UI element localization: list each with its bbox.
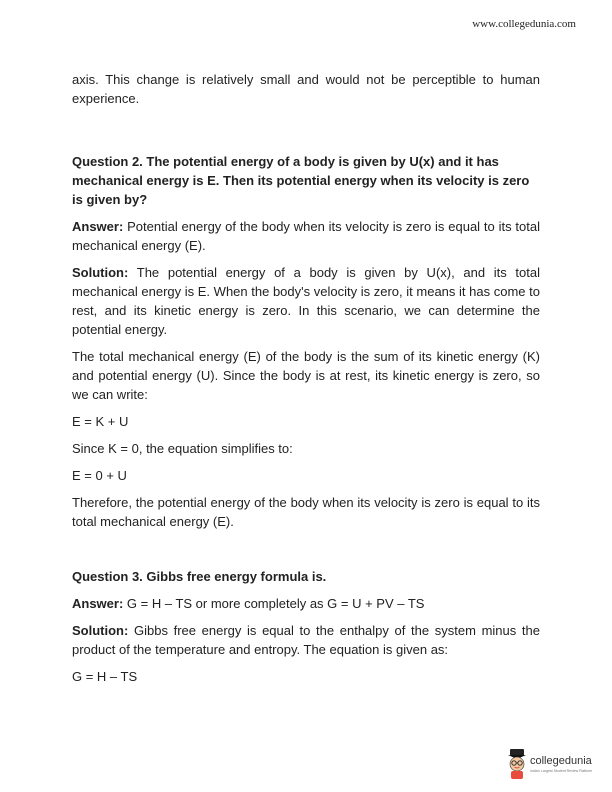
- question-2-answer: [72, 217, 540, 255]
- intro-continuation: axis. This change is relatively small and would not be perceptible to human experience.: [72, 72, 540, 106]
- answer-label: Answer:: [72, 596, 124, 611]
- solution-text: The potential energy of a body is given by U(x), and its total mechanical energy is E. When the body's velocity is zero, it means it has come to rest, and its kinetic energy is zero. In this scenario, we can determine the potential energy.: [72, 265, 540, 337]
- question-2-paragraph-2: The total mechanical energy (E) of the body is the sum of its kinetic energy (K) and potential energy (U). Since the body is at rest, its kinetic energy is zero, so we can write:: [72, 349, 540, 402]
- solution-label: Solution:: [72, 265, 129, 280]
- collegedunia-logo: [506, 748, 596, 782]
- equation-energy-simplified: E = 0 + U: [72, 468, 127, 483]
- answer-text: G = H – TS or more completely as G = U + PV – TS: [123, 596, 425, 611]
- solution-label: Solution:: [72, 623, 129, 638]
- student-mascot-icon: [506, 748, 528, 780]
- answer-text: Potential energy of the body when its velocity is zero is equal to its total mechanical energy (E).: [72, 219, 540, 253]
- site-url: www.collegedunia.com: [472, 18, 576, 30]
- equation-energy-sum: E = K + U: [72, 414, 129, 429]
- question-2-solution: [72, 263, 540, 339]
- solution-text: Gibbs free energy is equal to the enthalpy of the system minus the product of the temperature and entropy. The equation is given as:: [72, 623, 540, 657]
- question-3-answer: [72, 594, 540, 613]
- question-3-solution: [72, 621, 540, 659]
- equation-gibbs: G = H – TS: [72, 669, 138, 684]
- question-3-heading: Question 3. Gibbs free energy formula is.: [72, 569, 327, 584]
- logo-tagline: India's Largest Student Review Platform: [530, 769, 593, 773]
- question-2-paragraph-3: Since K = 0, the equation simplifies to:: [72, 441, 293, 456]
- page-content: [72, 70, 540, 694]
- logo-name: collegedunia: [530, 755, 592, 767]
- question-2-paragraph-4: Therefore, the potential energy of the body when its velocity is zero is equal to its total mechanical energy (E).: [72, 495, 540, 529]
- question-2-heading: Question 2. The potential energy of a body is given by U(x) and it has mechanical energy is E. Then its potential energy when its velocity is zero is given by?: [72, 154, 530, 207]
- answer-label: Answer:: [72, 219, 124, 234]
